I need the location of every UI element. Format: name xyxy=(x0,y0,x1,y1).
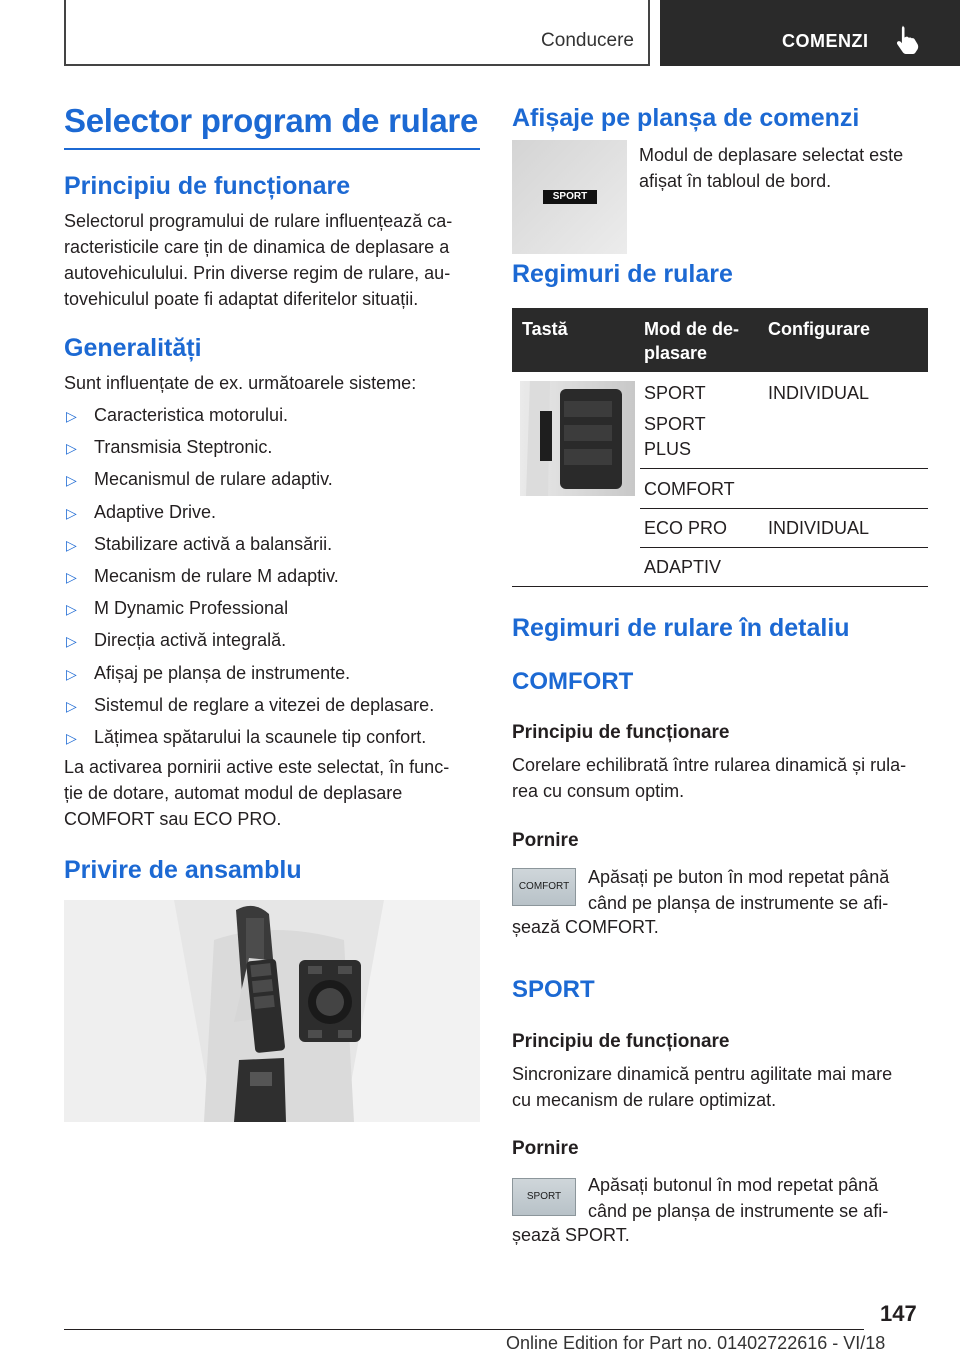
list-item: ▷ Mecanismul de rulare adaptiv. xyxy=(66,469,333,490)
general-heading: Generalități xyxy=(64,334,202,362)
general-outro: La activarea pornirii active este selectat, în func‐ ție de dotare, automat modul de deplasare COMFORT sau ECO PRO. xyxy=(64,757,450,829)
col-config: Configurare xyxy=(768,319,871,339)
driving-modes-switch-image xyxy=(520,381,635,496)
header-section-label: Conducere xyxy=(541,30,634,51)
sport-action-text-b: șează SPORT. xyxy=(512,1225,630,1245)
list-item: ▷ Caracteristica motorului. xyxy=(66,405,289,425)
systems-list xyxy=(64,402,480,756)
hand-pointer-icon xyxy=(894,24,922,54)
sport-principle-heading: Principiu de funcționare xyxy=(512,1031,730,1052)
modes-heading: Regimuri de rulare xyxy=(512,260,733,288)
sport-button-image: SPORT xyxy=(512,1178,576,1216)
comfort-heading: COMFORT xyxy=(512,668,634,695)
display-heading: Afișaje pe planșa de comenzi xyxy=(512,104,860,132)
sport-start-heading: Pornire xyxy=(512,1138,579,1159)
row-divider xyxy=(640,547,928,548)
edition-text: Online Edition for Part no. 01402722616 - VI/18 xyxy=(506,1333,886,1353)
list-item: ▷ Afișaj pe planșa de instrumente. xyxy=(66,662,351,683)
page-number: 147 xyxy=(880,1301,917,1326)
sport-principle-text: Sincronizare dinamică pentru agilitate mai mare cu mecanism de rulare optimizat. xyxy=(512,1064,893,1110)
overview-heading: Privire de ansamblu xyxy=(64,856,302,884)
footer-rule xyxy=(64,1329,864,1330)
row-divider xyxy=(640,508,928,509)
row-mode-eco-pro: ECO PRO xyxy=(644,518,728,538)
title-rule xyxy=(64,148,480,150)
detail-heading: Regimuri de rulare în detaliu xyxy=(512,614,850,642)
row-config-eco-pro: INDIVIDUAL xyxy=(768,518,870,538)
list-item: ▷ Adaptive Drive. xyxy=(66,501,217,522)
list-item: ▷ Lățimea spătarului la scaunele tip confort. xyxy=(66,726,427,747)
row-mode-sport: SPORT xyxy=(644,383,706,403)
row-mode-sport-plus: SPORT PLUS xyxy=(644,414,706,459)
row-config-sport: INDIVIDUAL xyxy=(768,383,870,403)
sport-action-text-a: Apăsați butonul în mod repetat până când pe planșa de instrumente se afi‐ xyxy=(588,1175,889,1221)
list-item: ▷ Sistemul de reglare a vitezei de deplasare. xyxy=(66,694,435,715)
header-section-tab xyxy=(64,0,650,66)
general-intro: Sunt influențate de ex. următoarele sisteme: xyxy=(64,373,417,393)
header-chapter-label: COMENZI xyxy=(782,31,869,51)
display-text: Modul de deplasare selectat este afișat în tabloul de bord. xyxy=(639,145,904,191)
comfort-principle-text: Corelare echilibrată între rularea dinamică și rula‐ rea cu consum optim. xyxy=(512,755,907,801)
sport-heading: SPORT xyxy=(512,976,595,1003)
comfort-start-heading: Pornire xyxy=(512,830,579,851)
sport-badge: SPORT xyxy=(543,190,597,204)
col-key: Tastă xyxy=(522,319,568,339)
row-divider xyxy=(640,468,928,469)
page-title: Selector program de rulare xyxy=(64,102,479,139)
comfort-action-text-a: Apăsați pe buton în mod repetat până când pe planșa de instrumente se afi‐ xyxy=(588,867,890,913)
list-item: ▷ Direcția activă integrală. xyxy=(66,630,287,651)
principle-text: Selectorul programului de rulare influențează ca‐ racteristicile care țin de dinamica de deplasare a autovehiculului. Prin diverse regim de rulare, au‐ tovehiculul poate fi adaptat diferitelor situații. xyxy=(64,211,453,309)
center-console-illustration xyxy=(64,900,480,1122)
col-mode: Mod de de- plasare xyxy=(644,319,739,363)
header-chapter-tab xyxy=(660,0,960,66)
list-item: ▷ Stabilizare activă a balansării. xyxy=(66,533,333,554)
row-mode-comfort: COMFORT xyxy=(644,479,735,499)
comfort-action-text-b: șează COMFORT. xyxy=(512,917,659,937)
row-mode-adaptiv: ADAPTIV xyxy=(644,557,722,577)
table-bottom-rule xyxy=(512,586,928,587)
center-console-photo xyxy=(64,900,480,1122)
list-item: ▷ Transmisia Steptronic. xyxy=(66,437,273,458)
comfort-principle-heading: Principiu de funcționare xyxy=(512,722,730,743)
instrument-display-image xyxy=(512,140,627,254)
modes-table-header xyxy=(512,308,928,372)
comfort-button-image: COMFORT xyxy=(512,868,576,906)
list-item: ▷ Mecanism de rulare M adaptiv. xyxy=(66,565,339,586)
principle-heading: Principiu de funcționare xyxy=(64,172,351,200)
list-item: ▷ M Dynamic Professional xyxy=(66,598,289,619)
